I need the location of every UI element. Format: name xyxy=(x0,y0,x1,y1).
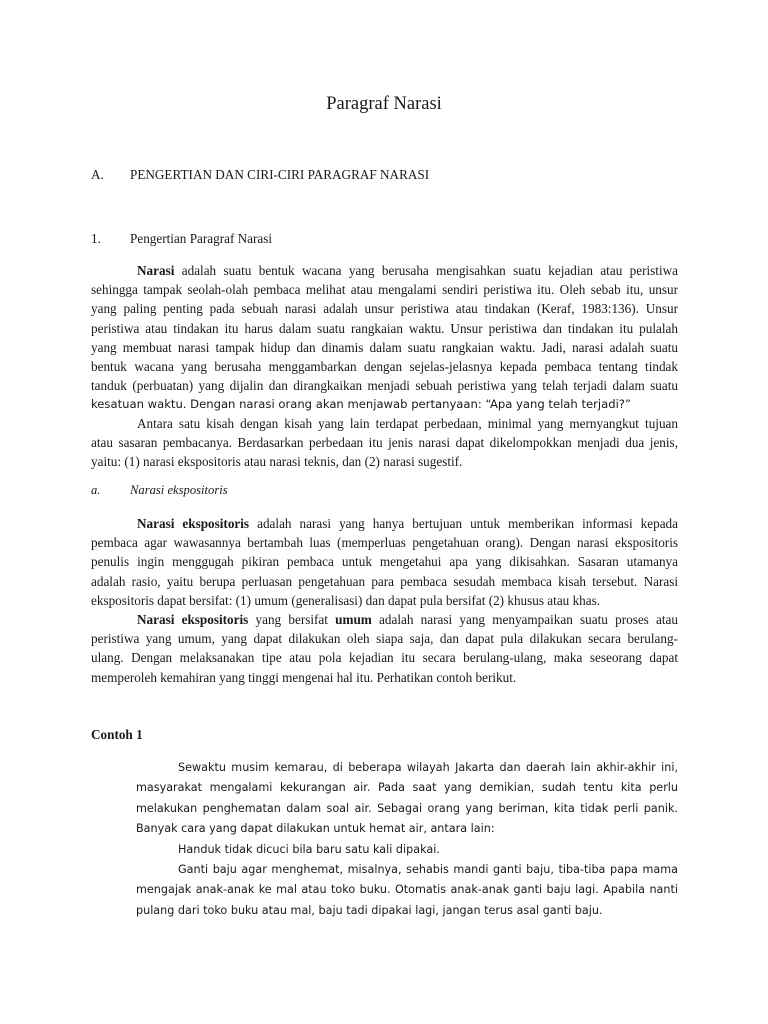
paragraph-line: Narasi ekspositoris yang bersifat umum adalah narasi yang menyampaikan suatu proses atau xyxy=(137,612,678,627)
paragraph-line: ulang. Dengan melaksanakan tipe atau pola kejadian itu secara berulang-ulang, maka seseorang dapat xyxy=(91,650,678,666)
paragraph-line: peristiwa yang umum, yang dapat dilakukan oleh siapa saja, dan dapat pula dilakukan secara berulang- xyxy=(91,631,678,647)
paragraph-narasi-types xyxy=(91,414,678,472)
paragraph-line: tanduk (perbuatan) yang dijalin dan dirangkaikan menjadi sebuah peristiwa yang telah terjadi dalam suatu xyxy=(91,378,678,394)
paragraph-line: bentuk wacana yang berusaha menggambarkan dengan sejelas-jelasnya kepada pembaca tentang tindak xyxy=(91,359,678,375)
paragraph-line: adalah rasio, yaitu berupa perluasan pengetahuan para pembaca sesudah membaca kisah tersebut. Narasi xyxy=(91,573,678,589)
paragraph-line: atau sasaran pembacanya. Berdasarkan perbedaan itu jenis narasi dapat dikelompokkan menjadi dua jenis, xyxy=(91,435,678,451)
paragraph-ekspositoris-umum xyxy=(91,610,678,687)
example-line: melakukan penghematan dalam soal air. Sebagai orang yang beriman, kita tidak perli panik. xyxy=(136,801,678,815)
section-label: PENGERTIAN DAN CIRI-CIRI PARAGRAF NARASI xyxy=(130,167,430,182)
bold-term: Narasi ekspositoris xyxy=(137,612,249,627)
paragraph-line: peristiwa atau tindakan itu harus dalam suatu rangkaian waktu. Unsur peristiwa dan tindakan itu pulalah xyxy=(91,320,678,336)
subsection-heading-a xyxy=(91,483,228,498)
paragraph-line: penulis ingin menggugah pikiran pembaca untuk mengetahui apa yang dikisahkan. Sasaran utamanya xyxy=(91,554,678,570)
paragraph-line: sehingga tampak seolah-olah pembaca melihat atau mengalami sendiri peristiwa itu. Oleh sebab itu, unsur xyxy=(91,282,678,298)
paragraph-line: Antara satu kisah dengan kisah yang lain terdapat perbedaan, minimal yang mernyangkut tujuan xyxy=(137,416,678,431)
bold-term: Narasi xyxy=(137,263,175,278)
example-line: Banyak cara yang dapat dilakukan untuk hemat air, antara lain: xyxy=(136,822,495,836)
document-title: Paragraf Narasi xyxy=(326,94,442,114)
paragraph-line: ekspositoris dapat bersifat: (1) umum (generalisasi) dan dapat pula bersifat (2) khusus atau khas. xyxy=(91,592,601,608)
subsection-letter: a. xyxy=(91,483,101,497)
paragraph-line: kesatuan waktu. Dengan narasi orang akan menjawab pertanyaan: “Apa yang telah terjadi?” xyxy=(91,397,631,412)
example-label: Contoh 1 xyxy=(91,727,143,742)
example-line: Ganti baju agar menghemat, misalnya, sehabis mandi ganti baju, tiba-tiba papa mama xyxy=(178,863,678,877)
paragraph-line: Narasi adalah suatu bentuk wacana yang berusaha mengisahkan suatu kejadian atau peristiwa xyxy=(137,263,678,278)
bold-term: Narasi ekspositoris xyxy=(137,516,250,531)
paragraph-narasi-definition xyxy=(91,261,678,415)
paragraph-line: memperoleh kemahiran yang tinggi mengenai hal itu. Perhatikan contoh berikut. xyxy=(91,669,517,685)
paragraph-line: Narasi ekspositoris adalah narasi yang hanya bertujuan untuk memberikan informasi kepada xyxy=(137,516,679,531)
paragraph-line: yaitu: (1) narasi ekspositoris atau narasi teknis, dan (2) narasi sugestif. xyxy=(91,454,463,470)
subsection-number: 1. xyxy=(91,231,101,246)
subsection-label: Pengertian Paragraf Narasi xyxy=(130,231,273,246)
paragraph-line: pembaca agar wawasannya bertambah luas (memperluas pengetahuan orang). Dengan narasi ekspositoris xyxy=(91,535,678,551)
section-number: A. xyxy=(91,167,104,182)
example-line: pulang dari toko buku atau mal, baju tadi dipakai lagi, jangan terus asal ganti baju. xyxy=(136,903,603,917)
example-line: Handuk tidak dicuci bila baru satu kali dipakai. xyxy=(178,842,440,856)
paragraph-line: yang paling penting pada sebuah narasi adalah unsur peristiwa atau tindakan (Keraf, 1983:136). Unsur xyxy=(91,301,678,317)
subsection-label: Narasi ekspositoris xyxy=(130,483,228,497)
subsection-heading-1 xyxy=(91,231,272,247)
example-line: mengajak anak-anak ke mal atau toko buku. Otomatis anak-anak ganti baju lagi. Apabila nanti xyxy=(136,883,678,897)
section-heading-a xyxy=(91,167,429,183)
example-block xyxy=(136,758,678,921)
example-line: Sewaktu musim kemarau, di beberapa wilayah Jakarta dan daerah lain akhir-akhir ini, xyxy=(178,761,678,774)
paragraph-line: yang membuat narasi tampak hidup dan dinamis dalam suatu rangkaian waktu. Jadi, narasi adalah suatu xyxy=(91,339,678,355)
paragraph-ekspositoris-definition xyxy=(91,514,678,610)
example-line: masyarakat mengalami kekurangan air. Pada saat yang demikian, sudah tentu kita perlu xyxy=(136,781,678,795)
bold-term: umum xyxy=(335,612,372,627)
